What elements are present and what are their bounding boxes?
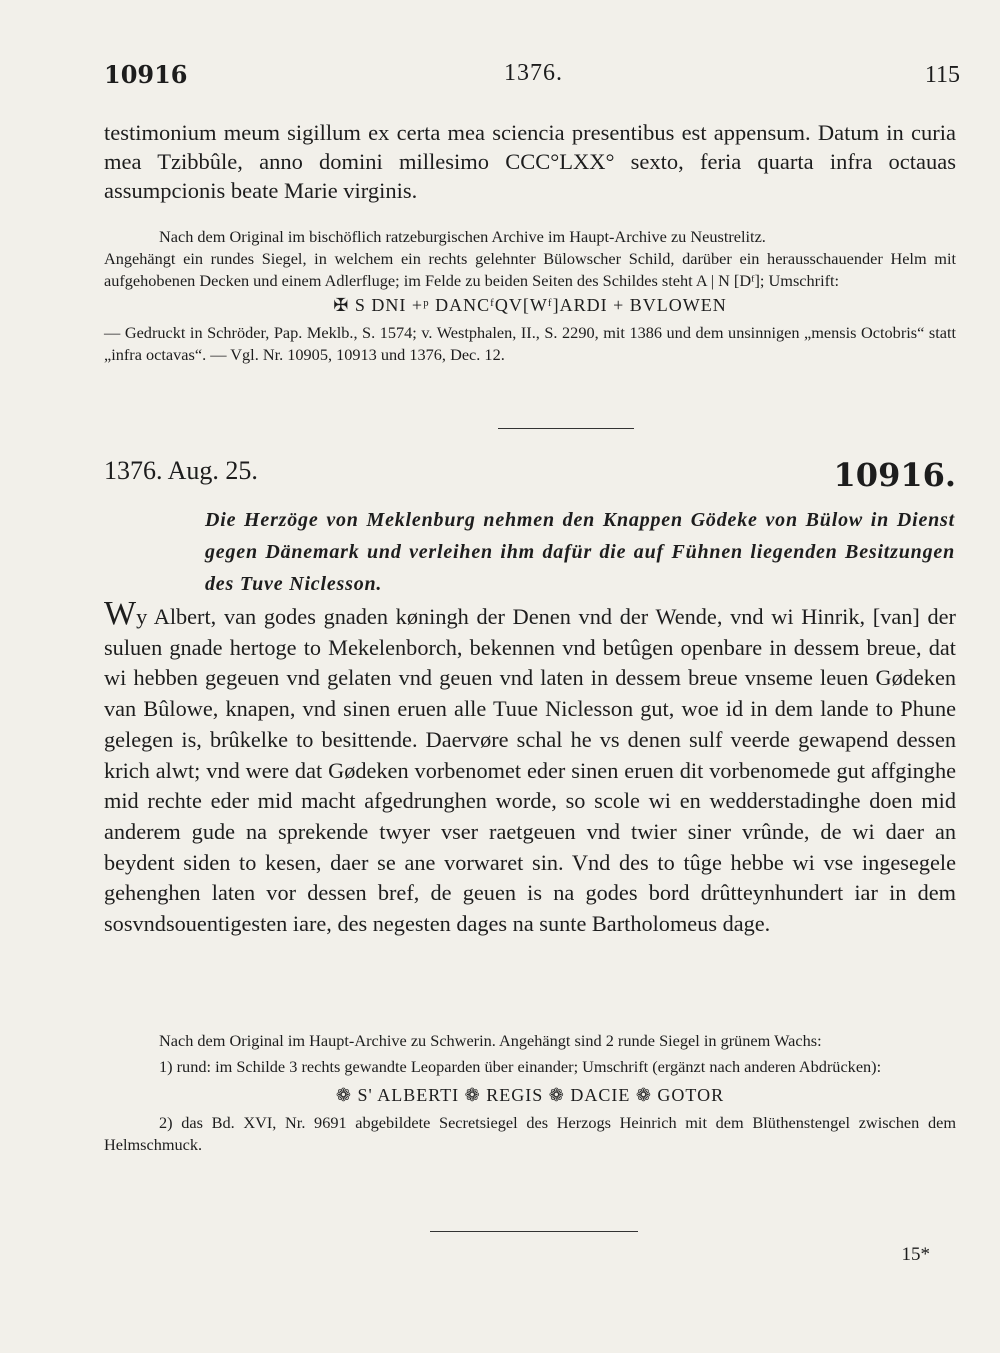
entry-date: 1376. Aug. 25. <box>104 456 258 485</box>
charter-body: y Albert, van godes gnaden køningh der Denen vnd der Wende, vnd wi Hinrik, [van] der suluen gnade hertoge to Mekelenborch, bekennen vnd betûgen openbare in dessem breue, dat wi hebben gegeuen vnd gelaten vnd geuen vnd laten in dessem breue vnseme leuen Gødeken van Bûlowe, knapen, vnd sinen eruen alle Tuue Niclesson gut, woe id in dem lande to Phune gelegen is, brûkelke to besittende. Daervøre schal he vs denen sulf veerde gewapend dessen krich alwt; vnd were dat Gødeken vorbenomet eder sinen eruen dit vorbenomede gut affginghe mid rechte eder mid macht afgedrunghen worde, so scole wi en wedderstadinghe doen mid anderem gude na sprekende twyer vser raetgeuen vnd twier siner vrûnde, de wi daer an beydent siden to kesen, daer se ane vorwaret sin. Vnd des to tûge hebbe wi vse ingesegele gehenghen laten vor dessen bref, de geuen is na godes bord drûtteynhundert iar in dem sosvndsouentigesten iare, des negesten dages na sunte Bartholomeus dage. <box>104 604 956 937</box>
header-document-number: 10916 <box>104 60 188 89</box>
previous-document-note <box>104 226 956 366</box>
print-reference-note: — Gedruckt in Schröder, Pap. Meklb., S. 1574; v. Westphalen, II., S. 2290, mit 1386 und dem unsinnigen „mensis Octobris“ statt „infra octavas“. — Vgl. Nr. 10905, 10913 und 1376, Dec. 12. <box>104 323 956 364</box>
previous-document-text <box>104 118 956 205</box>
seal-description: Angehängt ein rundes Siegel, in welchem ein rechts gelehnter Bülowscher Schild, darüber ein herausschauender Helm mit aufgehobenen Decken und einem Adlerfluge; im Felde zu beiden Seiten des Schildes steht A | N [Dᶠ]; Umschrift: <box>104 249 956 290</box>
charter-paragraph <box>104 595 956 940</box>
charter-text <box>104 595 956 940</box>
entry-archive-note: Nach dem Original im Haupt-Archive zu Schwerin. Angehängt sind 2 runde Siegel in grünem Wachs: <box>159 1031 822 1050</box>
footer-divider <box>430 1231 638 1232</box>
page-number: 115 <box>924 62 960 88</box>
running-header <box>104 60 960 100</box>
seal-legend-1: ❁ S' ALBERTI ❁ REGIS ❁ DACIE ❁ GOTOR <box>335 1085 725 1105</box>
section-divider <box>498 428 634 429</box>
seal-legend: ✠ S DNI +ᵖ DANCᶠQV[Wᶠ]ARDI + BVLOWEN <box>333 295 727 315</box>
signature-mark: 15* <box>901 1244 930 1265</box>
entry-note <box>104 1030 956 1156</box>
seal-item-2: 2) das Bd. XVI, Nr. 9691 abgebildete Secretsiegel des Herzogs Heinrich mit dem Blüthenstengel zwischen dem Helmschmuck. <box>104 1113 956 1154</box>
previous-document-paragraph: testimonium meum sigillum ex certa mea sciencia presentibus est appensum. Datum in curia mea Tzibbûle, anno domini millesimo CCC°LXX° sexto, feria quarta infra octauas assumpcionis beate Marie virginis. <box>104 120 956 203</box>
entry-regest: Die Herzöge von Meklenburg nehmen den Knappen Gödeke von Bülow in Dienst gegen Dänemark und verleihen ihm dafür die auf Fühnen liegenden Besitzungen des Tuve Niclesson. <box>205 509 955 595</box>
seal-item-1: 1) rund: im Schilde 3 rechts gewandte Leoparden über einander; Umschrift (ergänzt nach anderen Abdrücken): <box>159 1057 882 1076</box>
archive-note: Nach dem Original im bischöflich ratzeburgischen Archive im Haupt-Archive zu Neustrelitz. <box>159 227 766 246</box>
initial-letter: W <box>104 595 137 632</box>
header-year: 1376. <box>504 60 563 86</box>
entry-number: 10916. <box>833 456 956 494</box>
